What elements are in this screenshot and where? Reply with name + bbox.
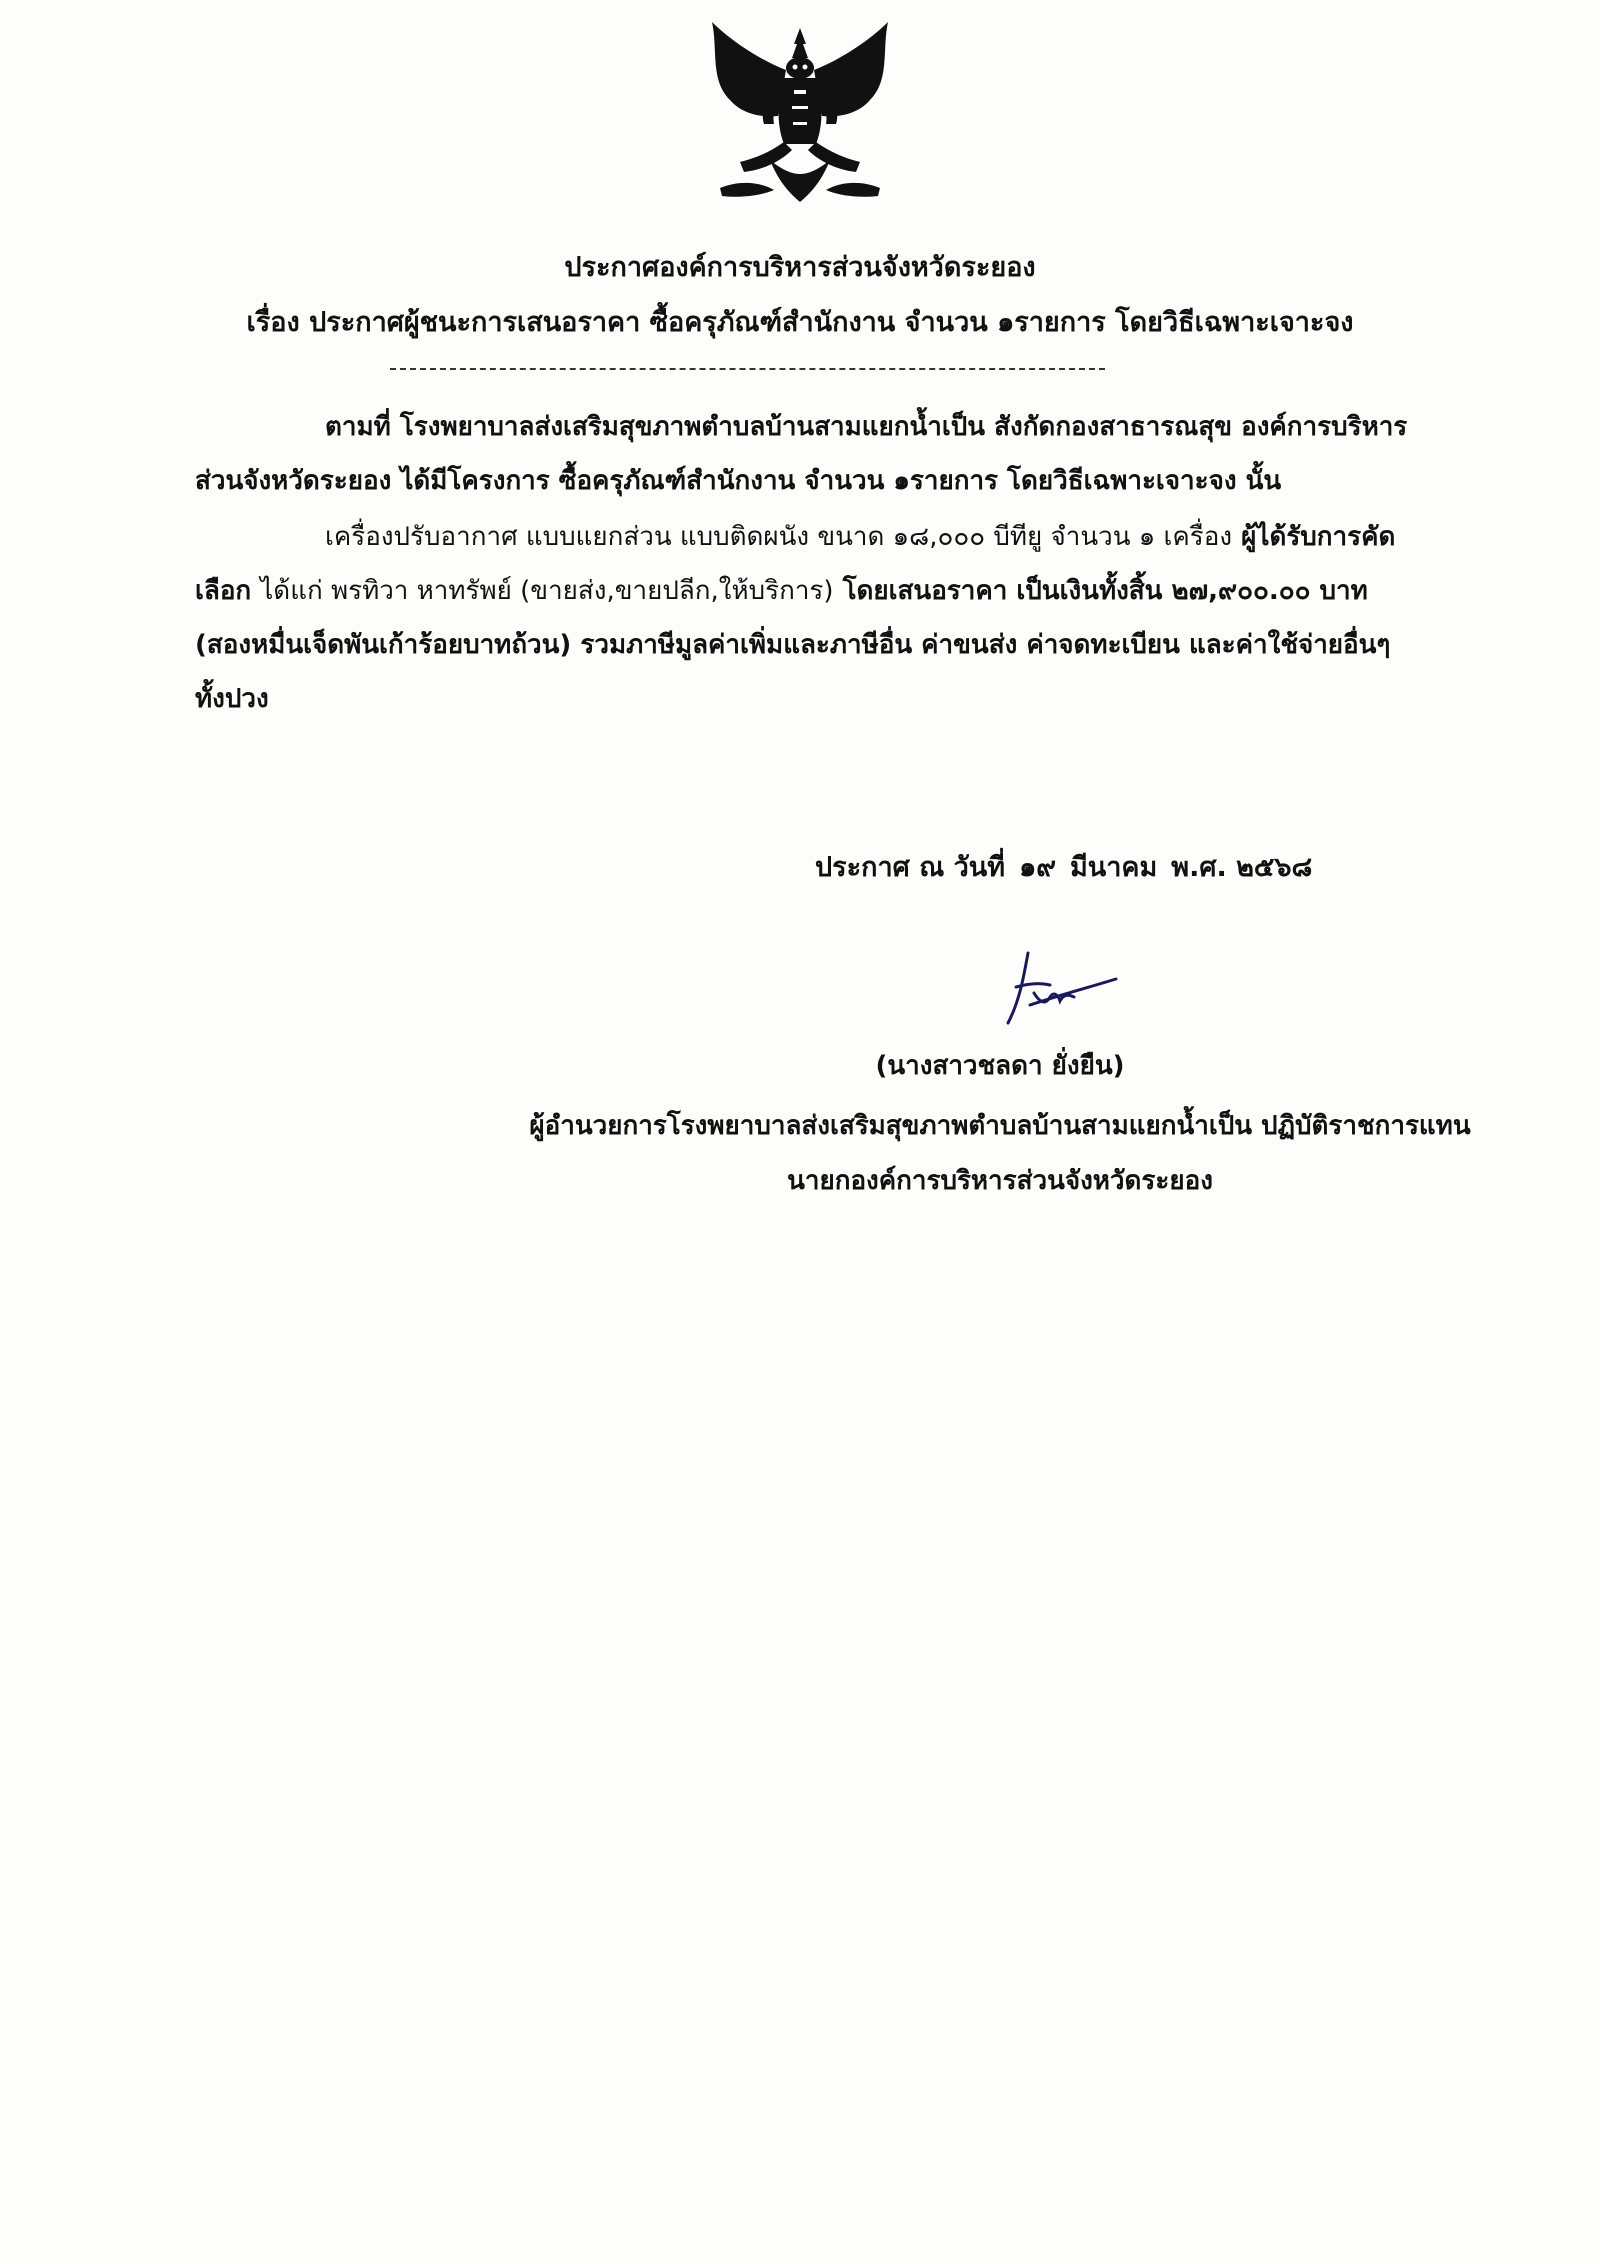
- date-day: ๑๙: [1019, 852, 1056, 883]
- winner-label: ผู้ได้รับการคัดเลือก: [195, 522, 1396, 606]
- para1-end: นั้น: [1245, 466, 1282, 496]
- divider: [390, 368, 1105, 370]
- signatory-name: (นางสาวชลดา ยั่งยืน): [875, 1051, 1125, 1081]
- announcement-date: [815, 845, 1326, 888]
- inclusive-note: รวมภาษีมูลค่าเพิ่มและภาษีอื่น ค่าขนส่ง ค่าจดทะเบียน และค่าใช้จ่ายอื่นๆ ทั้งปวง: [195, 630, 1391, 714]
- date-label: ประกาศ ณ วันที่: [815, 852, 1006, 883]
- document-subject: เรื่อง ประกาศผู้ชนะการเสนอราคา ซื้อครุภัณฑ์สำนักงาน จำนวน ๑รายการ โดยวิธีเฉพาะเจาะจง: [246, 307, 1354, 338]
- currency: บาท: [1310, 576, 1368, 606]
- offer-label: โดยเสนอราคา เป็นเงินทั้งสิ้น: [833, 576, 1172, 606]
- signature-icon: [990, 945, 1120, 1030]
- paragraph-winner: [195, 510, 1415, 726]
- item-description: เครื่องปรับอากาศ แบบแยกส่วน แบบติดผนัง ขนาด ๑๘,๐๐๐ บีทียู จำนวน ๑ เครื่อง: [325, 522, 1233, 552]
- amount-words: (สองหมื่นเจ็ดพันเก้าร้อยบาทถ้วน): [195, 630, 572, 660]
- paragraph-announcement: [195, 400, 1415, 508]
- signatory-title: ผู้อำนวยการโรงพยาบาลส่งเสริมสุขภาพตำบลบ้านสามแยกน้ำเป็น ปฏิบัติราชการแทน: [529, 1111, 1471, 1141]
- date-month: มีนาคม: [1069, 852, 1158, 883]
- para1-lead: ตามที่: [325, 412, 391, 442]
- signatory-title-line2: นายกองค์การบริหารส่วนจังหวัดระยอง: [787, 1166, 1213, 1196]
- garuda-emblem-icon: [700, 20, 900, 210]
- document-title: ประกาศองค์การบริหารส่วนจังหวัดระยอง: [564, 252, 1036, 283]
- offer-amount: ๒๗,๙๐๐.๐๐: [1171, 576, 1311, 606]
- date-year: พ.ศ. ๒๕๖๘: [1171, 852, 1313, 883]
- winner-name: ได้แก่ พรทิวา หาทรัพย์ (ขายส่ง,ขายปลีก,ให้บริการ): [260, 576, 834, 606]
- para1-text: โรงพยาบาลส่งเสริมสุขภาพตำบลบ้านสามแยกน้ำเป็น สังกัดกองสาธารณสุข องค์การบริหารส่วนจังหวัดระยอง ได้มีโครงการ ซื้อครุภัณฑ์สำนักงาน จำนวน ๑รายการ โดยวิธีเฉพาะเจาะจง: [195, 412, 1408, 496]
